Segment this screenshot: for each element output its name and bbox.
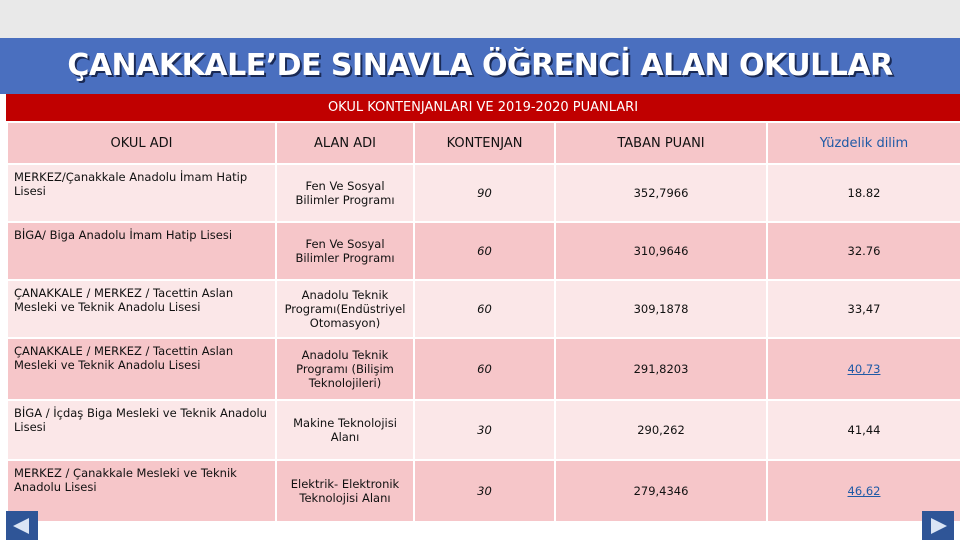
slide-title: ÇANAKKALE’DE SINAVLA ÖĞRENCİ ALAN OKULLAR <box>67 48 893 83</box>
base-score-value: 352,7966 <box>555 164 767 222</box>
top-strip <box>0 0 960 38</box>
col-header-school: OKUL ADI <box>7 122 276 164</box>
percentile-value: 18.82 <box>767 164 960 222</box>
col-header-field: ALAN ADI <box>276 122 414 164</box>
quota-value: 30 <box>414 400 555 460</box>
col-header-percentile: Yüzdelik dilim <box>767 122 960 164</box>
school-name: BİGA / İçdaş Biga Mesleki ve Teknik Anadolu Lisesi <box>7 400 276 460</box>
base-score-value: 309,1878 <box>555 280 767 338</box>
field-name: Anadolu Teknik Programı (Bilişim Teknolojileri) <box>276 338 414 400</box>
percentile-link[interactable]: 46,62 <box>767 460 960 522</box>
quota-value: 60 <box>414 338 555 400</box>
base-score-value: 279,4346 <box>555 460 767 522</box>
school-name: MERKEZ/Çanakkale Anadolu İmam Hatip Lisesi <box>7 164 276 222</box>
percentile-value: 41,44 <box>767 400 960 460</box>
table-row <box>7 280 960 338</box>
table-row <box>7 400 960 460</box>
percentile-link[interactable]: 40,73 <box>767 338 960 400</box>
school-name: BİGA/ Biga Anadolu İmam Hatip Lisesi <box>7 222 276 280</box>
quota-value: 90 <box>414 164 555 222</box>
table-caption-bar <box>6 94 960 121</box>
table-header-row <box>7 122 960 164</box>
percentile-value: 33,47 <box>767 280 960 338</box>
field-name: Anadolu Teknik Programı(Endüstriyel Otomasyon) <box>276 280 414 338</box>
table-row <box>7 164 960 222</box>
field-name: Fen Ve Sosyal Bilimler Programı <box>276 222 414 280</box>
col-header-base-score: TABAN PUANI <box>555 122 767 164</box>
percentile-value: 32.76 <box>767 222 960 280</box>
triangle-left-icon[interactable] <box>6 511 38 540</box>
field-name: Elektrik- Elektronik Teknolojisi Alanı <box>276 460 414 522</box>
school-name: ÇANAKKALE / MERKEZ / Tacettin Aslan Mesleki ve Teknik Anadolu Lisesi <box>7 338 276 400</box>
table-row <box>7 222 960 280</box>
table-row <box>7 460 960 522</box>
quota-value: 30 <box>414 460 555 522</box>
table-caption: OKUL KONTENJANLARI VE 2019-2020 PUANLARI <box>327 100 639 115</box>
triangle-right-icon[interactable] <box>922 511 954 540</box>
quota-value: 60 <box>414 222 555 280</box>
base-score-value: 310,9646 <box>555 222 767 280</box>
school-name: ÇANAKKALE / MERKEZ / Tacettin Aslan Mesleki ve Teknik Anadolu Lisesi <box>7 280 276 338</box>
schools-table <box>6 121 960 523</box>
field-name: Makine Teknolojisi Alanı <box>276 400 414 460</box>
base-score-value: 291,8203 <box>555 338 767 400</box>
school-name: MERKEZ / Çanakkale Mesleki ve Teknik Anadolu Lisesi <box>7 460 276 522</box>
quota-value: 60 <box>414 280 555 338</box>
table-row <box>7 338 960 400</box>
col-header-quota: KONTENJAN <box>414 122 555 164</box>
base-score-value: 290,262 <box>555 400 767 460</box>
field-name: Fen Ve Sosyal Bilimler Programı <box>276 164 414 222</box>
